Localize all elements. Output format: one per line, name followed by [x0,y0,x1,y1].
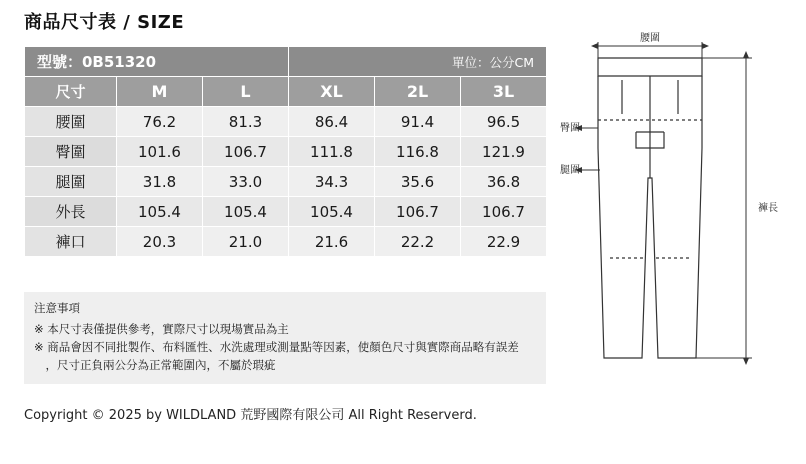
header-size-3l: 3L [461,77,547,107]
cell-hip-xl: 111.8 [289,137,375,167]
header-size-xl: XL [289,77,375,107]
pants-length-dimension-line [696,58,752,358]
cell-hem-3l: 22.9 [461,227,547,257]
cell-thigh-xl: 34.3 [289,167,375,197]
cell-outseam-m: 105.4 [117,197,203,227]
thigh-label: 腿圍 [560,165,580,176]
model-row [25,47,547,77]
cell-outseam-xl: 105.4 [289,197,375,227]
cell-waist-xl: 86.4 [289,107,375,137]
note-line: ※ 商品會因不同批製作、布料匯性、水洗處理或測量點等因素，使顏色尺寸與實際商品略有誤差 [34,339,519,354]
note-line: ，尺寸正負兩公分為正常範圍內，不屬於瑕疵 [34,357,276,372]
cell-outseam-2l: 106.7 [375,197,461,227]
cell-hip-3l: 121.9 [461,137,547,167]
pants-diagram-svg [560,28,790,388]
cell-hem-xl: 21.6 [289,227,375,257]
notes-block [24,292,546,384]
table-row [25,107,547,137]
cell-outseam-l: 105.4 [203,197,289,227]
pants-outline-icon [598,58,702,358]
unit-label: 單位：公分CM [289,47,547,77]
waist-dimension-line [598,42,702,58]
header-size-m: M [117,77,203,107]
size-table [24,46,547,257]
copyright-text: Copyright © 2025 by WILDLAND 荒野國際有限公司 All Right Reserverd. [24,408,477,423]
row-label-waist: 腰圍 [25,107,117,137]
row-label-hip: 臀圍 [25,137,117,167]
cell-hip-l: 106.7 [203,137,289,167]
table-row [25,167,547,197]
table-row [25,227,547,257]
table-row [25,137,547,167]
cell-hip-m: 101.6 [117,137,203,167]
size-table-container [24,46,546,257]
cell-thigh-m: 31.8 [117,167,203,197]
header-size-l: L [203,77,289,107]
cell-waist-m: 76.2 [117,107,203,137]
header-size-2l: 2L [375,77,461,107]
pants-measurement-diagram [560,28,790,388]
note-line: ※ 本尺寸表僅提供參考，實際尺寸以現場實品為主 [34,322,289,336]
table-row [25,197,547,227]
cell-waist-3l: 96.5 [461,107,547,137]
cell-waist-l: 81.3 [203,107,289,137]
pants-length-label: 褲長 [758,203,778,214]
cell-outseam-3l: 106.7 [461,197,547,227]
cell-waist-2l: 91.4 [375,107,461,137]
header-corner: 尺寸 [25,77,117,107]
notes-title: 注意事項 [34,301,80,315]
cell-thigh-3l: 36.8 [461,167,547,197]
page-title: 商品尺寸表 / SIZE [24,12,185,33]
table-header-row [25,77,547,107]
waist-label: 腰圍 [640,33,660,44]
hip-label: 臀圍 [560,123,580,134]
model-label: 型號：0B51320 [25,47,289,77]
cell-hem-2l: 22.2 [375,227,461,257]
cell-thigh-2l: 35.6 [375,167,461,197]
cell-thigh-l: 33.0 [203,167,289,197]
row-label-thigh: 腿圍 [25,167,117,197]
row-label-outseam: 外長 [25,197,117,227]
cell-hip-2l: 116.8 [375,137,461,167]
cell-hem-m: 20.3 [117,227,203,257]
row-label-hem: 褲口 [25,227,117,257]
cell-hem-l: 21.0 [203,227,289,257]
